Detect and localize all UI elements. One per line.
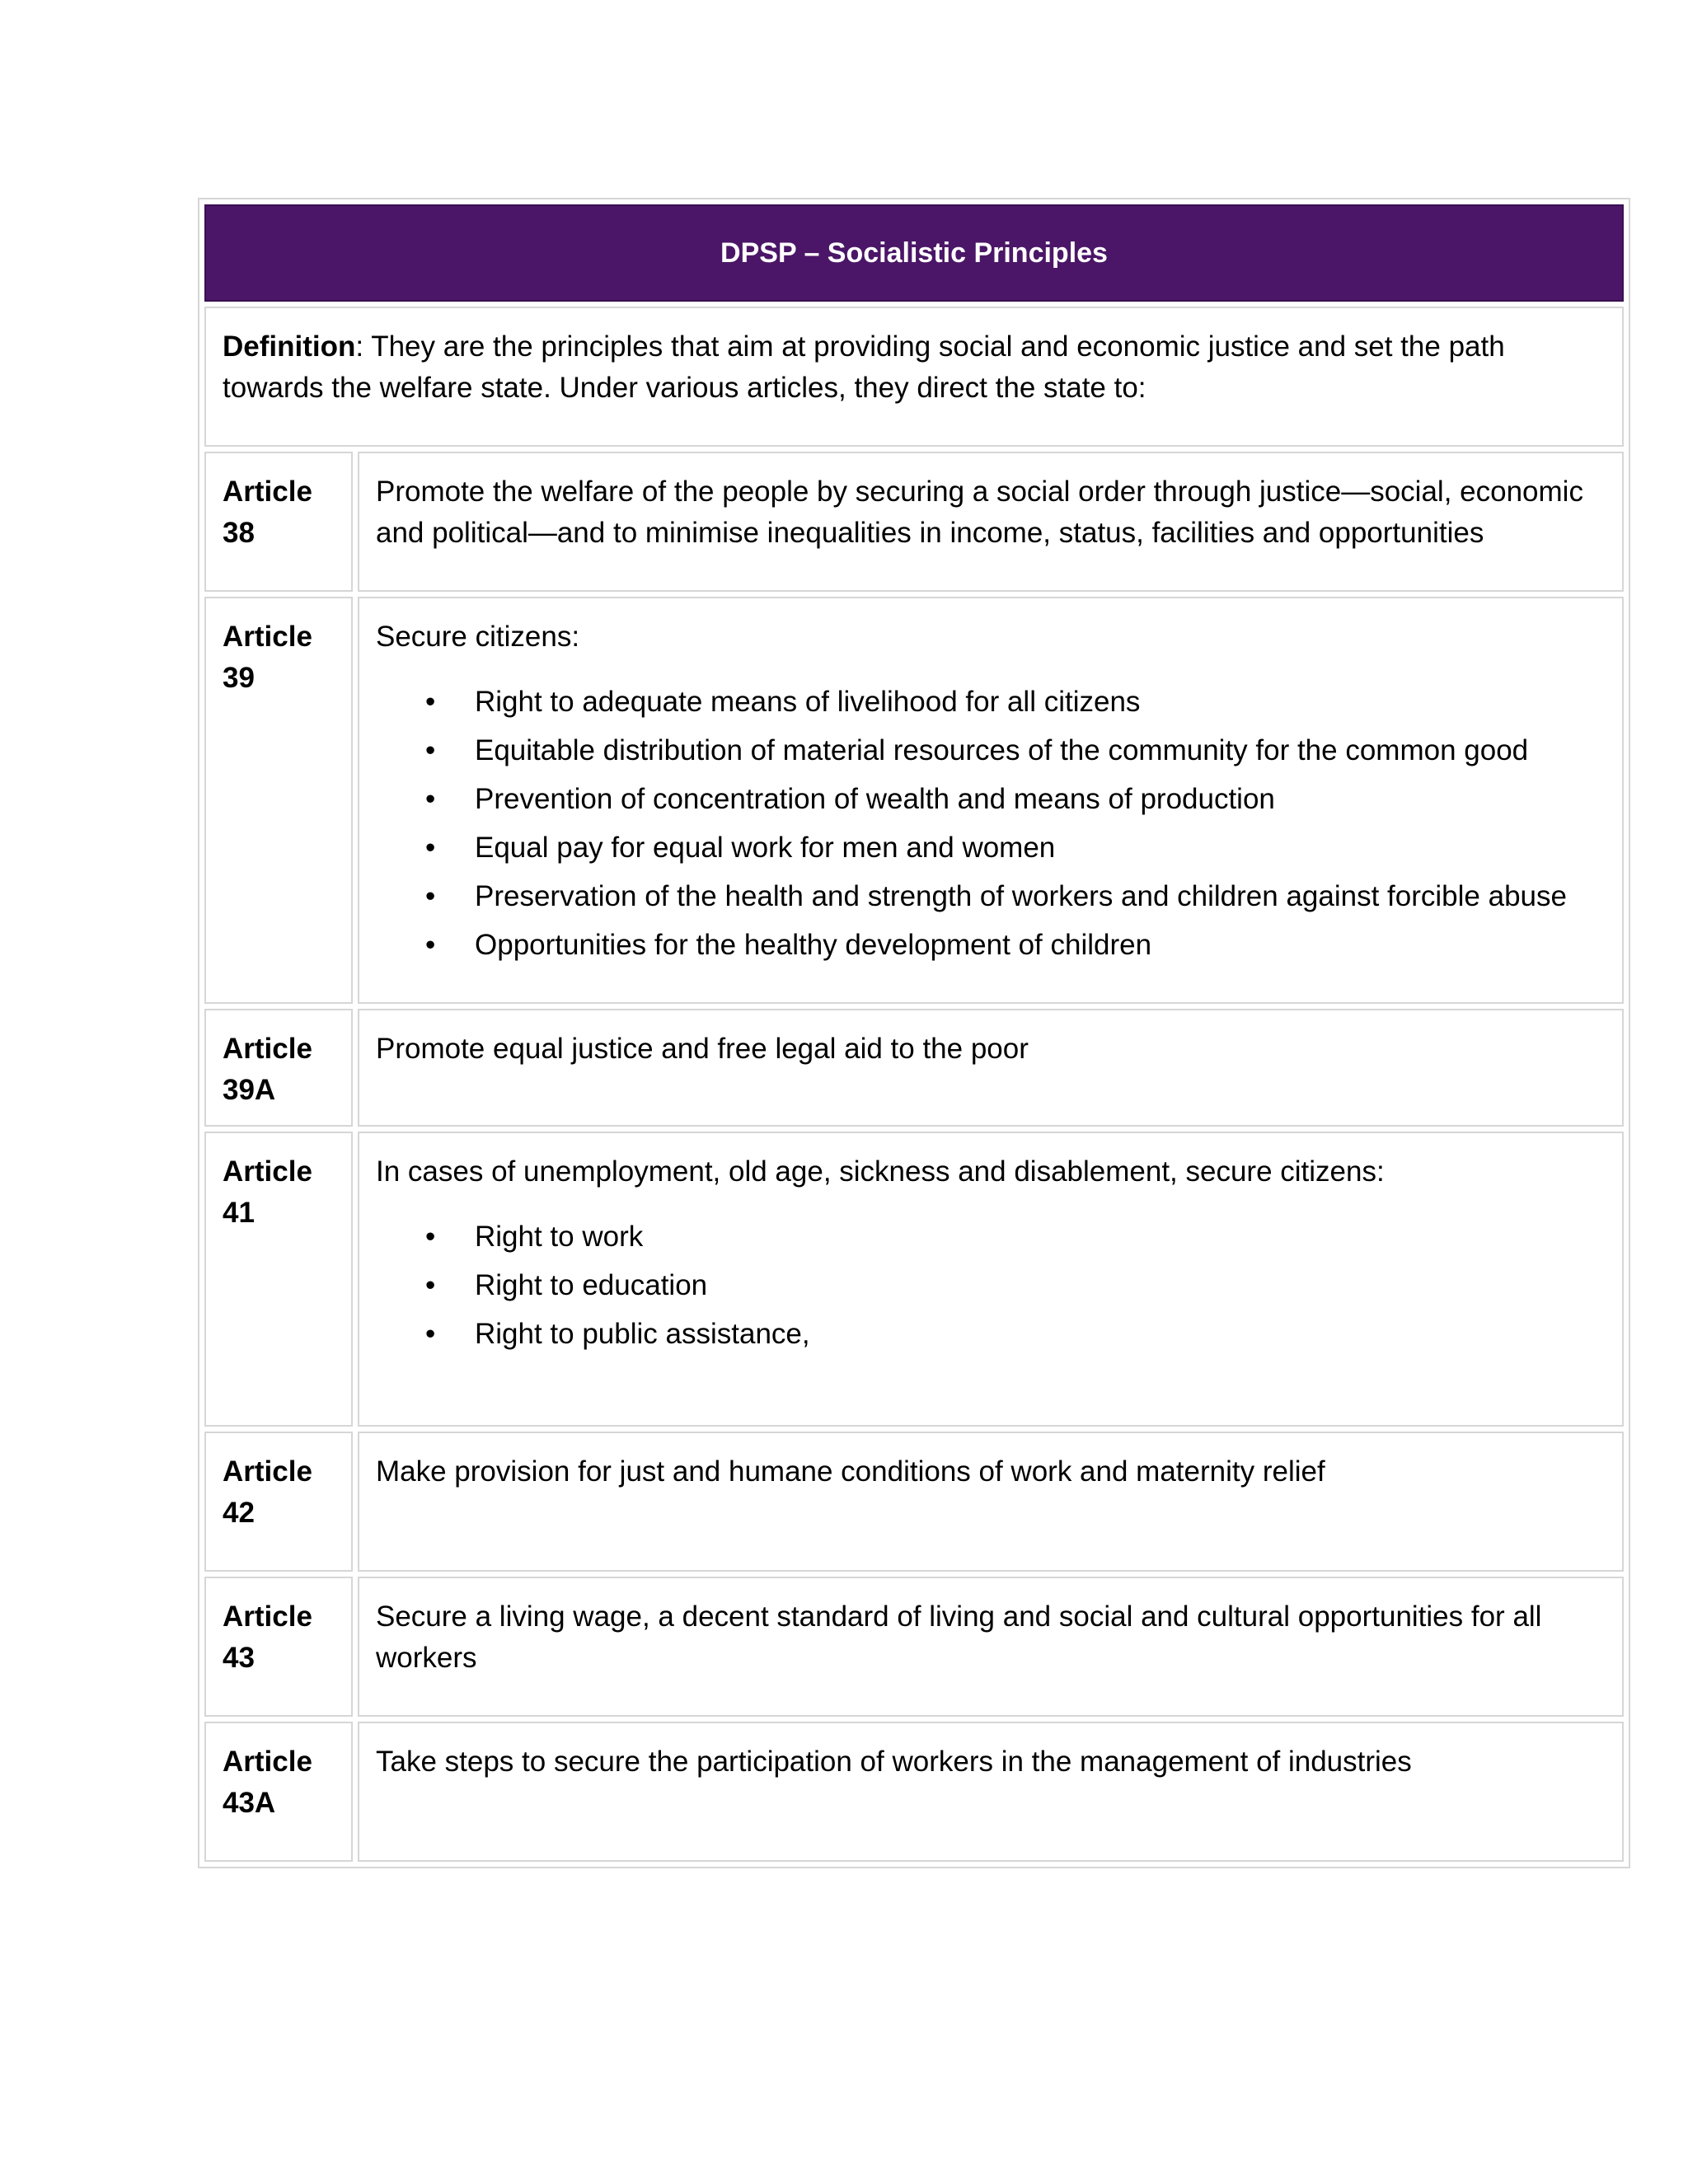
article-label-word: Article bbox=[223, 476, 312, 508]
list-item-text: Prevention of concentration of wealth and means of production bbox=[475, 783, 1275, 815]
list-item-text: Right to education bbox=[475, 1269, 708, 1301]
bullet-icon: • bbox=[425, 1221, 436, 1253]
article-content bbox=[358, 1722, 1624, 1862]
bullet-icon: • bbox=[425, 783, 436, 815]
table-row bbox=[204, 1577, 1624, 1717]
list-item-text: Right to adequate means of livelihood for all citizens bbox=[475, 686, 1141, 718]
table-title: DPSP – Socialistic Principles bbox=[204, 204, 1624, 302]
table-row bbox=[204, 1432, 1624, 1572]
table-row bbox=[204, 1722, 1624, 1862]
article-label-word: Article bbox=[223, 1033, 312, 1065]
bullet-list bbox=[376, 677, 1606, 969]
article-number: 39 bbox=[223, 662, 255, 694]
definition-cell bbox=[204, 307, 1624, 447]
article-label bbox=[204, 452, 353, 592]
list-item-text: Preservation of the health and strength of workers and children against forcible abuse bbox=[475, 880, 1567, 912]
bullet-icon: • bbox=[425, 686, 436, 718]
article-text: In cases of unemployment, old age, sickness and disablement, secure citizens: bbox=[376, 1155, 1385, 1188]
table-row bbox=[204, 1132, 1624, 1427]
list-item bbox=[376, 1310, 1606, 1358]
bullet-icon: • bbox=[425, 880, 436, 912]
list-item bbox=[376, 1212, 1606, 1261]
article-text: Secure citizens: bbox=[376, 621, 580, 653]
list-item-text: Right to work bbox=[475, 1221, 644, 1253]
list-item bbox=[376, 677, 1606, 726]
list-item-text: Opportunities for the healthy development of children bbox=[475, 929, 1152, 961]
article-content bbox=[358, 1432, 1624, 1572]
list-item bbox=[376, 921, 1606, 969]
article-text: Promote equal justice and free legal aid to the poor bbox=[376, 1033, 1029, 1065]
list-item bbox=[376, 872, 1606, 921]
table-row bbox=[204, 452, 1624, 592]
bullet-icon: • bbox=[425, 832, 436, 864]
article-text: Secure a living wage, a decent standard of living and social and cultural opportunities for all workers bbox=[376, 1601, 1542, 1674]
bullet-icon: • bbox=[425, 929, 436, 961]
definition-label: Definition bbox=[223, 330, 356, 363]
table-row bbox=[204, 1009, 1624, 1127]
article-number: 41 bbox=[223, 1197, 255, 1229]
article-number: 43 bbox=[223, 1642, 255, 1674]
list-item-text: Equitable distribution of material resources of the community for the common good bbox=[475, 734, 1529, 766]
article-number: 39A bbox=[223, 1074, 276, 1106]
article-content bbox=[358, 1009, 1624, 1127]
article-label bbox=[204, 597, 353, 1004]
bullet-icon: • bbox=[425, 734, 436, 766]
article-content bbox=[358, 597, 1624, 1004]
article-content bbox=[358, 1577, 1624, 1717]
list-item-text: Equal pay for equal work for men and women bbox=[475, 832, 1056, 864]
definition-text: : They are the principles that aim at providing social and economic justice and set the path towards the welfare state. Under various articles, they direct the state to: bbox=[223, 330, 1505, 404]
article-label bbox=[204, 1722, 353, 1862]
article-label-word: Article bbox=[223, 1746, 312, 1778]
article-label-word: Article bbox=[223, 1455, 312, 1488]
article-number: 38 bbox=[223, 517, 255, 549]
bullet-list bbox=[376, 1212, 1606, 1358]
list-item bbox=[376, 726, 1606, 775]
article-text: Make provision for just and humane conditions of work and maternity relief bbox=[376, 1455, 1325, 1488]
article-content bbox=[358, 452, 1624, 592]
bullet-icon: • bbox=[425, 1318, 436, 1350]
list-item bbox=[376, 775, 1606, 823]
article-label bbox=[204, 1132, 353, 1427]
article-text: Promote the welfare of the people by securing a social order through justice—social, economic and political—and to minimise inequalities in income, status, facilities and opportunities bbox=[376, 476, 1583, 549]
article-number: 43A bbox=[223, 1787, 276, 1819]
article-content bbox=[358, 1132, 1624, 1427]
article-label-word: Article bbox=[223, 1601, 312, 1633]
table-row bbox=[204, 597, 1624, 1004]
list-item bbox=[376, 823, 1606, 872]
dpsp-table bbox=[198, 198, 1630, 1868]
article-label bbox=[204, 1009, 353, 1127]
article-label-word: Article bbox=[223, 1155, 312, 1188]
bullet-icon: • bbox=[425, 1269, 436, 1301]
article-number: 42 bbox=[223, 1497, 255, 1529]
list-item bbox=[376, 1261, 1606, 1310]
article-label-word: Article bbox=[223, 621, 312, 653]
article-label bbox=[204, 1577, 353, 1717]
list-item-text: Right to public assistance, bbox=[475, 1318, 810, 1350]
article-label bbox=[204, 1432, 353, 1572]
article-text: Take steps to secure the participation of workers in the management of industries bbox=[376, 1746, 1412, 1778]
